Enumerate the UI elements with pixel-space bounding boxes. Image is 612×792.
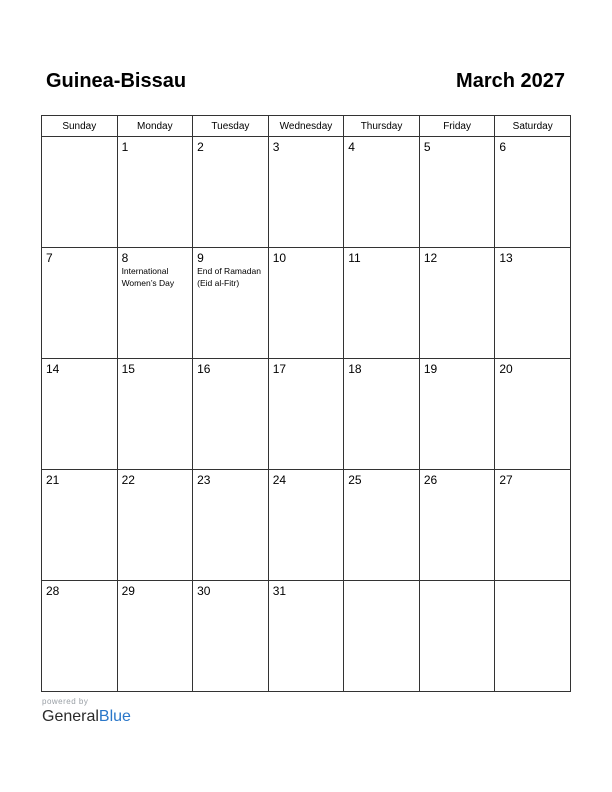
calendar-day-cell[interactable] (419, 248, 495, 359)
day-number: 4 (348, 140, 355, 154)
weekday-header: Wednesday (268, 116, 344, 137)
day-number: 30 (197, 584, 211, 598)
calendar-day-cell[interactable] (344, 359, 420, 470)
calendar-day-cell (344, 581, 420, 692)
day-number: 29 (121, 584, 135, 598)
calendar-day-cell[interactable] (344, 137, 420, 248)
brand-logo[interactable] (42, 708, 131, 726)
calendar-day-cell[interactable] (419, 359, 495, 470)
month-year-title: March 2027 (456, 70, 565, 92)
day-number: 15 (121, 362, 135, 376)
calendar-week-row (42, 359, 571, 470)
weekday-header: Saturday (495, 116, 571, 137)
day-number: 8 (121, 251, 129, 265)
day-number: 7 (46, 251, 53, 265)
calendar-day-cell[interactable] (268, 470, 344, 581)
calendar-day-cell[interactable] (344, 248, 420, 359)
day-number: 12 (423, 251, 438, 265)
calendar-week-row (42, 470, 571, 581)
day-number: 24 (272, 473, 287, 487)
calendar-day-cell[interactable] (193, 137, 269, 248)
day-number: 11 (348, 251, 361, 265)
day-number: 6 (499, 140, 507, 154)
day-number: 25 (348, 473, 362, 487)
weekday-header: Tuesday (193, 116, 269, 137)
calendar-day-cell[interactable] (193, 248, 269, 359)
calendar-day-cell (419, 581, 495, 692)
day-number: 10 (272, 251, 287, 265)
calendar-day-cell[interactable] (268, 248, 344, 359)
day-number: 14 (46, 362, 60, 376)
weekday-header: Monday (117, 116, 193, 137)
day-number: 3 (272, 140, 280, 154)
calendar-day-cell[interactable] (268, 359, 344, 470)
calendar-day-cell[interactable] (268, 581, 344, 692)
day-number: 1 (121, 140, 129, 154)
weekday-header: Sunday (42, 116, 118, 137)
calendar-day-cell[interactable] (344, 470, 420, 581)
calendar-day-cell[interactable] (117, 470, 193, 581)
calendar-day-cell[interactable] (419, 137, 495, 248)
calendar-day-cell (495, 581, 571, 692)
calendar-day-cell[interactable] (117, 581, 193, 692)
day-number: 26 (423, 473, 438, 487)
brand-general-text: General (42, 708, 99, 725)
day-number: 31 (272, 584, 287, 598)
day-number: 28 (46, 584, 60, 598)
calendar-body (42, 137, 571, 692)
calendar-day-cell[interactable] (419, 470, 495, 581)
powered-by-text: powered by (42, 697, 89, 706)
country-title: Guinea-Bissau (46, 70, 187, 92)
day-number: 17 (272, 362, 287, 376)
brand-blue-text: Blue (98, 708, 131, 725)
calendar-week-row (42, 248, 571, 359)
calendar-day-cell[interactable] (42, 359, 118, 470)
calendar-day-cell[interactable] (495, 359, 571, 470)
calendar-day-cell[interactable] (495, 137, 571, 248)
weekday-header: Thursday (344, 116, 420, 137)
calendar-day-cell[interactable] (117, 137, 193, 248)
day-number: 27 (499, 473, 513, 487)
day-number: 16 (197, 362, 211, 376)
calendar-day-cell[interactable] (495, 470, 571, 581)
calendar-day-cell[interactable] (193, 470, 269, 581)
day-number: 23 (197, 473, 211, 487)
calendar-grid (41, 115, 571, 692)
day-number: 5 (423, 140, 431, 154)
day-number: 18 (348, 362, 362, 376)
day-number: 22 (121, 473, 135, 487)
calendar-day-cell[interactable] (268, 137, 344, 248)
calendar-day-cell[interactable] (193, 359, 269, 470)
day-number: 2 (197, 140, 204, 154)
calendar-day-cell[interactable] (42, 581, 118, 692)
calendar-day-cell[interactable] (42, 248, 118, 359)
day-number: 19 (423, 362, 438, 376)
calendar-week-row (42, 137, 571, 248)
calendar-day-cell[interactable] (42, 470, 118, 581)
calendar-day-cell (42, 137, 118, 248)
calendar-week-row (42, 581, 571, 692)
day-number: 21 (46, 473, 60, 487)
weekday-header-row (42, 116, 571, 137)
weekday-header: Friday (419, 116, 495, 137)
calendar-day-cell[interactable] (117, 359, 193, 470)
holiday-event: End of Ramadan (Eid al-Fitr) (197, 266, 261, 288)
calendar-day-cell[interactable] (193, 581, 269, 692)
day-number: 9 (197, 251, 204, 265)
day-number: 13 (499, 251, 513, 265)
day-number: 20 (499, 362, 513, 376)
calendar-day-cell[interactable] (117, 248, 193, 359)
calendar-day-cell[interactable] (495, 248, 571, 359)
footer-branding (42, 697, 131, 726)
holiday-event: International Women’s Day (121, 266, 175, 288)
